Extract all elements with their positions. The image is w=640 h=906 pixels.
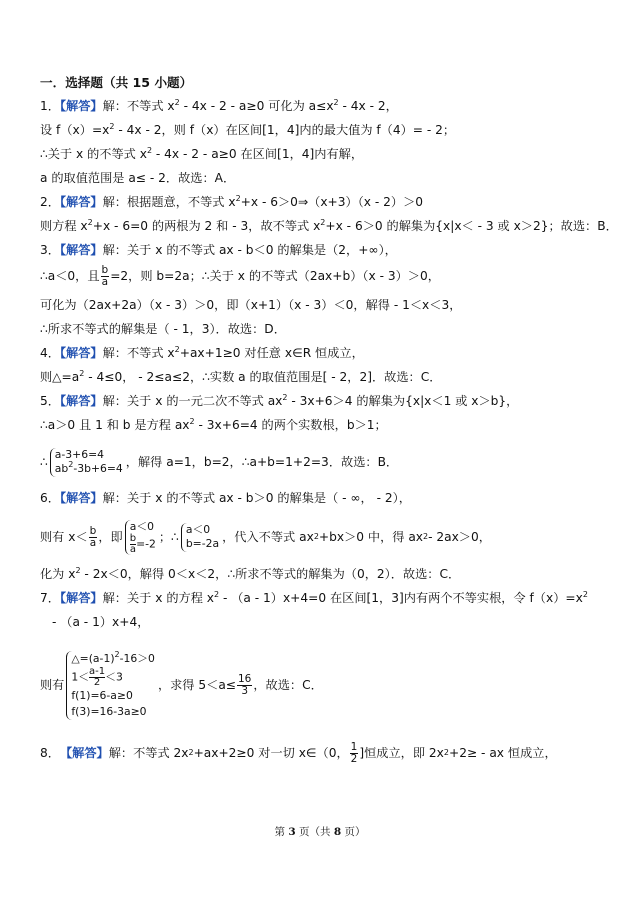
problem-5-system: ∴ a-3+6=4 $ab^2-3b+6=4$ ，解得 a=1，b=2，∴a+b=1+2=3．故选：B． <box>40 447 399 476</box>
answer-tag: 【解答】 <box>59 195 103 210</box>
fraction-b-over-a: $\frac{b}{a}$ <box>101 263 109 288</box>
problem-3-line-4: ∴所求不等式的解集是（ - 1，3）．故选：D． <box>40 322 286 337</box>
fraction-b-over-a: $\frac{b}{a}$ <box>89 524 97 549</box>
problem-7-system: 则有 $\triangle=(a-1)^2-16>0$ 1＜ $\frac{a-1}{2}$ ＜3 f(1)=6-a≥0 f(3)=16-3a≥0 ，求得 5＜a≤ $\frac{16}{3}$ ，故选：C． <box>40 639 606 731</box>
fraction-1-over-2: $\frac{1}{2}$ <box>350 740 358 765</box>
condition-system-brace: $\triangle=(a-1)^2-16>0$ 1＜ $\frac{a-1}{2}$ ＜3 f(1)=6-a≥0 f(3)=16-3a≥0 <box>66 651 155 721</box>
problem-number: 1． <box>40 99 60 114</box>
condition-brace-2: a＜0 b=-2a <box>181 523 219 552</box>
problem-2-line-1: 2．【解答】解：根据题意，不等式 $x^2+x$ - 6＞0⇒（x+3）（x - 2）＞0 <box>40 194 424 210</box>
problem-1-line-3: ∴关于 x 的不等式 $x^2 - 4x - 2 - a\ge 0$ 在区间[1，4]内有解， <box>40 146 364 162</box>
equation-system-brace: a-3+6=4 $ab^2-3b+6=4$ <box>50 448 123 477</box>
problem-8-line-1: 8． 【解答】 解：不等式 2x 2 +ax+2≥0 对一切 x∈（0， $\frac{1}{2}$ ]恒成立，即 2x 2 +2≥ - ax 恒成立， <box>40 740 557 765</box>
problem-5-line-1: 5．【解答】解：关于 x 的一元二次不等式 $ax^2 - 3x+6>4$ 的解集为{x|x＜1 或 x＞b}， <box>40 393 519 409</box>
problem-3-line-1: 3．【解答】解：关于 x 的不等式 ax - b＜0 的解集是（2，+∞）， <box>40 243 397 258</box>
problem-1-line-1: 1．【解答】解：不等式 $x^2 - 4x - 2 - a\ge 0$ 可化为 $a\le x^2 - 4x - 2$， <box>40 98 398 114</box>
answer-tag: 【解答】 <box>59 243 103 258</box>
problem-7-line-1: 7．【解答】解：关于 x 的方程 $x^2 - (a - 1)x+4=0$ 在区间[1，3]内有两个不等实根，令 $f(x)=x^2$ <box>40 590 588 606</box>
answer-tag: 【解答】 <box>59 491 103 506</box>
problem-3-line-3: 可化为（2ax+2a）（x - 3）＞0，即（x+1）（x - 3）＜0，解得 - 1＜x＜3， <box>40 298 462 313</box>
condition-brace-1: a＜0 $\frac{b}{a}$ =-2 <box>125 520 156 556</box>
section-heading: 一．选择题（共 15 小题） <box>40 75 193 90</box>
problem-4-line-1: 4．【解答】解：不等式 $x^2+ax+1\ge 0$ 对任意 x∈R 恒成立， <box>40 345 364 361</box>
problem-4-line-2: 则$\triangle=a^2 - 4\le 0$， - 2≤a≤2，∴实数 a 的取值范围是[ - 2，2]．故选：C． <box>40 369 442 385</box>
fraction-16-over-3: $\frac{16}{3}$ <box>238 672 252 697</box>
problem-6-line-3: 化为 $x^2 - 2x<0$，解得 0＜x＜2，∴所求不等式的解集为（0，2）．故选：C． <box>40 566 461 582</box>
answer-tag: 【解答】 <box>59 746 109 761</box>
page-footer: 第 3 页（共 8 页） <box>274 826 366 838</box>
problem-1-line-2: 设 $f(x)=x^2 - 4x - 2$，则 f（x）在区间[1，4]内的最大值为 f（4）= - 2； <box>40 122 456 138</box>
answer-tag: 【解答】 <box>59 346 103 361</box>
problem-2-line-2: 则方程 $x^2+x - 6=0$ 的两根为 2 和 - 3，故不等式 $x^2+x - 6>0$ 的解集为{x|x＜ - 3 或 x＞2}；故选：B． <box>40 218 618 234</box>
problem-6-line-1: 6．【解答】解：关于 x 的不等式 ax - b＞0 的解集是（ - ∞， - 2）， <box>40 491 411 506</box>
answer-tag: 【解答】 <box>59 394 103 409</box>
problem-7-line-2: - （a - 1）x+4， <box>52 615 150 630</box>
answer-tag: 【解答】 <box>59 591 103 606</box>
problem-5-line-2: ∴a＞0 且 1 和 b 是方程 $ax^2 - 3x+6=4$ 的两个实数根，b＞1； <box>40 417 387 433</box>
answer-tag: 【解答】 <box>59 99 103 114</box>
problem-3-line-2: ∴a＜0，且 $\frac{b}{a}$ =2，则 b=2a；∴关于 x 的不等式（2ax+b）（x - 3）＞0， <box>40 263 440 288</box>
problem-6-line-2: 则有 x＜ $\frac{b}{a}$ ，即 a＜0 $\frac{b}{a}$ =-2 ；∴ a＜0 b=-2a ，代入不等式 ax 2 +bx＞0 中，得 ax 2 - 2ax＞0， <box>40 519 491 556</box>
problem-1-line-4: a 的取值范围是 a≤ - 2．故选：A． <box>40 171 236 186</box>
